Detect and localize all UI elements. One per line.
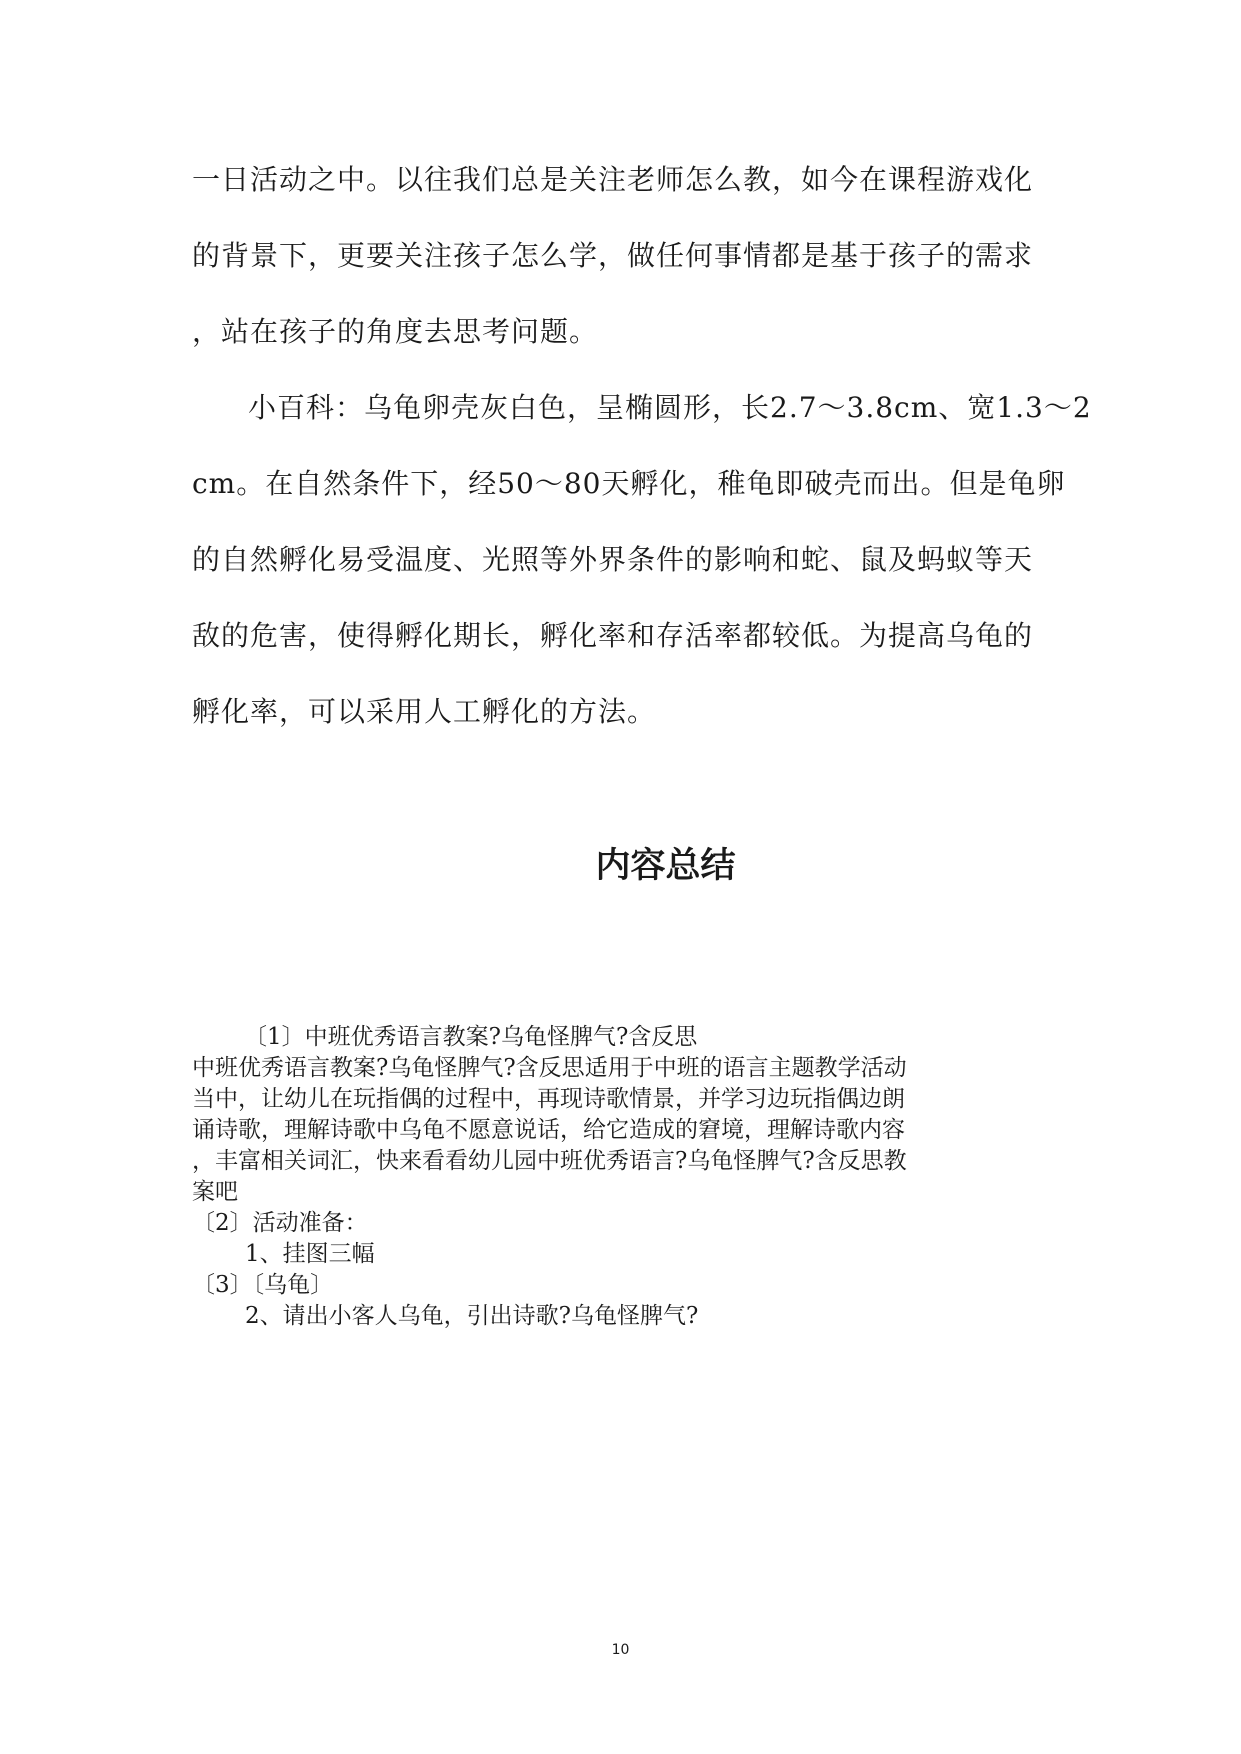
page-number: 10 <box>611 1642 630 1658</box>
body-line: 孵化率，可以采用人工孵化的方法。 <box>192 695 657 728</box>
body-line: 的背景下，更要关注孩子怎么学，做任何事情都是基于孩子的需求 <box>192 239 1034 272</box>
summary-line: 〔2〕活动准备： <box>192 1210 368 1236</box>
body-line: ，站在孩子的角度去思考问题。 <box>192 315 599 348</box>
summary-line: 诵诗歌，理解诗歌中乌龟不愿意说话，给它造成的窘境，理解诗歌内容 <box>192 1117 905 1143</box>
summary-line: 当中，让幼儿在玩指偶的过程中，再现诗歌情景，并学习边玩指偶边朗 <box>192 1086 905 1112</box>
summary-line: 1、挂图三幅 <box>245 1241 375 1267</box>
body-line: 一日活动之中。以往我们总是关注老师怎么教，如今在课程游戏化 <box>192 163 1034 196</box>
summary-line: 案吧 <box>192 1179 238 1205</box>
body-line: 小百科：乌龟卵壳灰白色，呈椭圆形，长2.7～3.8cm、宽1.3～2 <box>248 391 1092 424</box>
body-line: cm。在自然条件下，经50～80天孵化，稚龟即破壳而出。但是龟卵 <box>192 467 1066 500</box>
summary-line: ，丰富相关词汇，快来看看幼儿园中班优秀语言?乌龟怪脾气?含反思教 <box>192 1148 907 1174</box>
summary-line: 〔1〕中班优秀语言教案?乌龟怪脾气?含反思 <box>244 1024 698 1050</box>
summary-line: 中班优秀语言教案?乌龟怪脾气?含反思适用于中班的语言主题教学活动 <box>192 1055 907 1081</box>
summary-line: 〔3〕〔乌龟〕 <box>192 1272 334 1298</box>
summary-heading: 内容总结 <box>595 846 736 886</box>
summary-line: 2、请出小客人乌龟，引出诗歌?乌龟怪脾气? <box>245 1303 699 1329</box>
body-line: 的自然孵化易受温度、光照等外界条件的影响和蛇、鼠及蚂蚁等天 <box>192 543 1034 576</box>
body-line: 敌的危害，使得孵化期长，孵化率和存活率都较低。为提高乌龟的 <box>192 619 1034 652</box>
